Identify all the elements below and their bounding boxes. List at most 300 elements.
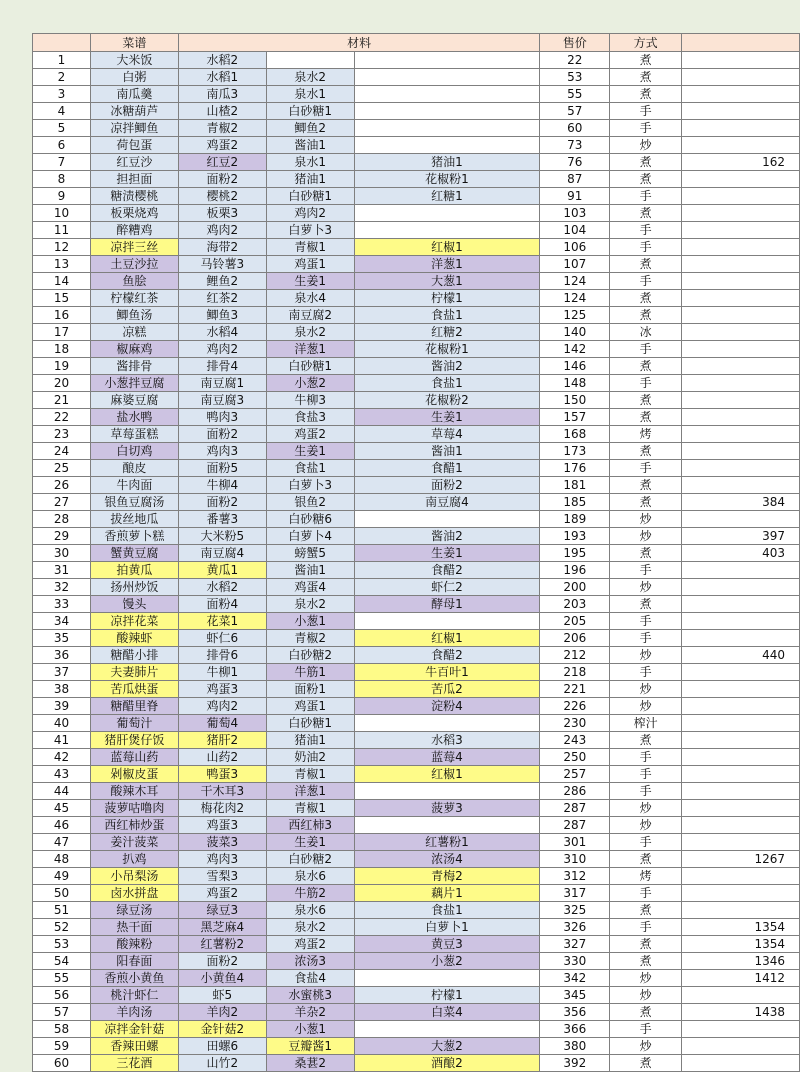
material-2-cell[interactable]: 洋葱1 [266,783,354,800]
row-number-cell[interactable]: 28 [33,511,91,528]
extra-value-cell[interactable]: 1412 [682,970,800,987]
material-3-cell[interactable]: 食醋1 [354,460,540,477]
row-number-cell[interactable]: 45 [33,800,91,817]
material-2-cell[interactable]: 食盐1 [266,460,354,477]
material-1-cell[interactable]: 水稻2 [178,579,266,596]
material-1-cell[interactable]: 山药2 [178,749,266,766]
method-cell[interactable]: 煮 [610,732,682,749]
header-extra[interactable] [682,34,800,52]
extra-value-cell[interactable]: 1267 [682,851,800,868]
price-cell[interactable]: 181 [540,477,610,494]
extra-value-cell[interactable]: 440 [682,647,800,664]
method-cell[interactable]: 烤 [610,868,682,885]
material-3-cell[interactable] [354,137,540,154]
dish-cell[interactable]: 板栗烧鸡 [90,205,178,222]
row-number-cell[interactable]: 5 [33,120,91,137]
method-cell[interactable]: 手 [610,239,682,256]
material-1-cell[interactable]: 鲫鱼3 [178,307,266,324]
material-3-cell[interactable]: 大葱2 [354,1038,540,1055]
material-2-cell[interactable]: 青椒1 [266,239,354,256]
material-2-cell[interactable]: 豆瓣酱1 [266,1038,354,1055]
material-2-cell[interactable]: 洋葱1 [266,341,354,358]
method-cell[interactable]: 煮 [610,1055,682,1072]
material-3-cell[interactable]: 红椒1 [354,239,540,256]
extra-value-cell[interactable] [682,375,800,392]
row-number-cell[interactable]: 46 [33,817,91,834]
extra-value-cell[interactable] [682,579,800,596]
material-1-cell[interactable]: 南瓜3 [178,86,266,103]
dish-cell[interactable]: 白切鸡 [90,443,178,460]
material-3-cell[interactable] [354,205,540,222]
material-1-cell[interactable]: 鲤鱼2 [178,273,266,290]
material-2-cell[interactable]: 青椒2 [266,630,354,647]
material-1-cell[interactable]: 面粉4 [178,596,266,613]
material-1-cell[interactable]: 葡萄4 [178,715,266,732]
material-2-cell[interactable]: 浓汤3 [266,953,354,970]
dish-cell[interactable]: 扬州炒饭 [90,579,178,596]
price-cell[interactable]: 287 [540,800,610,817]
material-1-cell[interactable]: 鸭蛋3 [178,766,266,783]
dish-cell[interactable]: 桃汁虾仁 [90,987,178,1004]
method-cell[interactable]: 煮 [610,256,682,273]
material-2-cell[interactable]: 酱油1 [266,137,354,154]
material-1-cell[interactable]: 山竹2 [178,1055,266,1072]
row-number-cell[interactable]: 17 [33,324,91,341]
dish-cell[interactable]: 菠萝咕噜肉 [90,800,178,817]
price-cell[interactable]: 60 [540,120,610,137]
extra-value-cell[interactable] [682,715,800,732]
dish-cell[interactable]: 卤水拼盘 [90,885,178,902]
method-cell[interactable]: 炒 [610,681,682,698]
method-cell[interactable]: 炒 [610,528,682,545]
material-1-cell[interactable]: 鸡肉3 [178,851,266,868]
material-2-cell[interactable]: 生姜1 [266,834,354,851]
dish-cell[interactable]: 葡萄汁 [90,715,178,732]
material-3-cell[interactable]: 黄豆3 [354,936,540,953]
price-cell[interactable]: 140 [540,324,610,341]
material-3-cell[interactable] [354,715,540,732]
material-1-cell[interactable]: 青椒2 [178,120,266,137]
dish-cell[interactable]: 香辣田螺 [90,1038,178,1055]
price-cell[interactable]: 317 [540,885,610,902]
dish-cell[interactable]: 盐水鸭 [90,409,178,426]
material-1-cell[interactable]: 小黄鱼4 [178,970,266,987]
material-3-cell[interactable] [354,69,540,86]
dish-cell[interactable]: 鱼脍 [90,273,178,290]
price-cell[interactable]: 342 [540,970,610,987]
method-cell[interactable]: 煮 [610,1004,682,1021]
material-3-cell[interactable] [354,783,540,800]
dish-cell[interactable]: 绿豆汤 [90,902,178,919]
material-1-cell[interactable]: 面粉2 [178,171,266,188]
price-cell[interactable]: 356 [540,1004,610,1021]
extra-value-cell[interactable] [682,664,800,681]
dish-cell[interactable]: 担担面 [90,171,178,188]
material-2-cell[interactable]: 白萝卜3 [266,477,354,494]
material-2-cell[interactable]: 泉水2 [266,69,354,86]
dish-cell[interactable]: 草莓蛋糕 [90,426,178,443]
material-2-cell[interactable]: 白砂糖1 [266,188,354,205]
price-cell[interactable]: 104 [540,222,610,239]
price-cell[interactable]: 203 [540,596,610,613]
extra-value-cell[interactable] [682,392,800,409]
material-3-cell[interactable]: 藕片1 [354,885,540,902]
extra-value-cell[interactable] [682,52,800,69]
dish-cell[interactable]: 苦瓜烘蛋 [90,681,178,698]
price-cell[interactable]: 103 [540,205,610,222]
material-2-cell[interactable]: 桑葚2 [266,1055,354,1072]
method-cell[interactable]: 手 [610,222,682,239]
row-number-cell[interactable]: 39 [33,698,91,715]
material-3-cell[interactable]: 面粉2 [354,477,540,494]
row-number-cell[interactable]: 50 [33,885,91,902]
material-3-cell[interactable]: 青梅2 [354,868,540,885]
material-2-cell[interactable]: 猪油1 [266,732,354,749]
row-number-cell[interactable]: 29 [33,528,91,545]
row-number-cell[interactable]: 38 [33,681,91,698]
material-1-cell[interactable]: 牛柳1 [178,664,266,681]
price-cell[interactable]: 212 [540,647,610,664]
material-1-cell[interactable]: 菠菜3 [178,834,266,851]
material-1-cell[interactable]: 马铃薯3 [178,256,266,273]
material-3-cell[interactable]: 花椒粉1 [354,341,540,358]
row-number-cell[interactable]: 15 [33,290,91,307]
extra-value-cell[interactable] [682,409,800,426]
method-cell[interactable]: 手 [610,562,682,579]
dish-cell[interactable]: 酸辣虾 [90,630,178,647]
material-1-cell[interactable]: 牛柳4 [178,477,266,494]
header-dish[interactable]: 菜谱 [90,34,178,52]
material-3-cell[interactable]: 苦瓜2 [354,681,540,698]
material-1-cell[interactable]: 面粉2 [178,494,266,511]
row-number-cell[interactable]: 54 [33,953,91,970]
row-number-cell[interactable]: 6 [33,137,91,154]
material-1-cell[interactable]: 南豆腐3 [178,392,266,409]
row-number-cell[interactable]: 41 [33,732,91,749]
dish-cell[interactable]: 糖醋小排 [90,647,178,664]
price-cell[interactable]: 230 [540,715,610,732]
dish-cell[interactable]: 拍黄瓜 [90,562,178,579]
material-2-cell[interactable]: 青椒1 [266,800,354,817]
material-2-cell[interactable]: 西红柿3 [266,817,354,834]
dish-cell[interactable]: 凉拌花菜 [90,613,178,630]
dish-cell[interactable]: 南瓜羹 [90,86,178,103]
row-number-cell[interactable]: 3 [33,86,91,103]
material-1-cell[interactable]: 羊肉2 [178,1004,266,1021]
method-cell[interactable]: 煮 [610,69,682,86]
dish-cell[interactable]: 蓝莓山药 [90,749,178,766]
material-1-cell[interactable]: 雪梨3 [178,868,266,885]
material-1-cell[interactable]: 鸡蛋3 [178,681,266,698]
method-cell[interactable]: 煮 [610,953,682,970]
material-3-cell[interactable]: 洋葱1 [354,256,540,273]
extra-value-cell[interactable]: 397 [682,528,800,545]
price-cell[interactable]: 392 [540,1055,610,1072]
extra-value-cell[interactable] [682,443,800,460]
material-1-cell[interactable]: 面粉5 [178,460,266,477]
material-2-cell[interactable]: 白砂糖2 [266,647,354,664]
material-3-cell[interactable]: 猪油1 [354,154,540,171]
material-3-cell[interactable]: 食盐1 [354,902,540,919]
material-2-cell[interactable]: 牛柳3 [266,392,354,409]
extra-value-cell[interactable] [682,749,800,766]
price-cell[interactable]: 345 [540,987,610,1004]
material-1-cell[interactable]: 红茶2 [178,290,266,307]
extra-value-cell[interactable] [682,613,800,630]
price-cell[interactable]: 326 [540,919,610,936]
dish-cell[interactable]: 糖醋里脊 [90,698,178,715]
row-number-cell[interactable]: 2 [33,69,91,86]
material-2-cell[interactable]: 食盐3 [266,409,354,426]
price-cell[interactable]: 176 [540,460,610,477]
method-cell[interactable]: 煮 [610,205,682,222]
material-3-cell[interactable] [354,1021,540,1038]
dish-cell[interactable]: 热干面 [90,919,178,936]
extra-value-cell[interactable] [682,137,800,154]
material-3-cell[interactable]: 食醋2 [354,647,540,664]
material-1-cell[interactable]: 猪肝2 [178,732,266,749]
method-cell[interactable]: 煮 [610,290,682,307]
material-2-cell[interactable]: 食盐4 [266,970,354,987]
price-cell[interactable]: 330 [540,953,610,970]
row-number-cell[interactable]: 13 [33,256,91,273]
dish-cell[interactable]: 白粥 [90,69,178,86]
row-number-cell[interactable]: 43 [33,766,91,783]
method-cell[interactable]: 手 [610,273,682,290]
material-1-cell[interactable]: 鸡肉2 [178,698,266,715]
row-number-cell[interactable]: 21 [33,392,91,409]
material-1-cell[interactable]: 排骨4 [178,358,266,375]
row-number-cell[interactable]: 40 [33,715,91,732]
header-price[interactable]: 售价 [540,34,610,52]
method-cell[interactable]: 炒 [610,698,682,715]
material-1-cell[interactable]: 鸡肉2 [178,222,266,239]
row-number-cell[interactable]: 14 [33,273,91,290]
row-number-cell[interactable]: 32 [33,579,91,596]
price-cell[interactable]: 366 [540,1021,610,1038]
material-2-cell[interactable]: 泉水2 [266,596,354,613]
extra-value-cell[interactable] [682,800,800,817]
row-number-cell[interactable]: 48 [33,851,91,868]
extra-value-cell[interactable] [682,86,800,103]
extra-value-cell[interactable] [682,834,800,851]
method-cell[interactable]: 手 [610,630,682,647]
extra-value-cell[interactable]: 1438 [682,1004,800,1021]
material-2-cell[interactable]: 泉水1 [266,154,354,171]
dish-cell[interactable]: 柠檬红茶 [90,290,178,307]
price-cell[interactable]: 150 [540,392,610,409]
extra-value-cell[interactable] [682,358,800,375]
price-cell[interactable]: 287 [540,817,610,834]
row-number-cell[interactable]: 23 [33,426,91,443]
material-3-cell[interactable]: 红椒1 [354,766,540,783]
material-1-cell[interactable]: 鸡肉2 [178,341,266,358]
material-2-cell[interactable]: 白砂糖1 [266,358,354,375]
method-cell[interactable]: 煮 [610,545,682,562]
extra-value-cell[interactable] [682,188,800,205]
extra-value-cell[interactable] [682,307,800,324]
extra-value-cell[interactable] [682,562,800,579]
method-cell[interactable]: 煮 [610,902,682,919]
dish-cell[interactable]: 小葱拌豆腐 [90,375,178,392]
dish-cell[interactable]: 牛肉面 [90,477,178,494]
material-1-cell[interactable]: 绿豆3 [178,902,266,919]
extra-value-cell[interactable] [682,511,800,528]
method-cell[interactable]: 煮 [610,409,682,426]
material-1-cell[interactable]: 红豆2 [178,154,266,171]
material-2-cell[interactable]: 小葱1 [266,1021,354,1038]
material-1-cell[interactable]: 鸭肉3 [178,409,266,426]
method-cell[interactable]: 煮 [610,358,682,375]
row-number-cell[interactable]: 27 [33,494,91,511]
material-1-cell[interactable]: 水稻4 [178,324,266,341]
price-cell[interactable]: 91 [540,188,610,205]
material-2-cell[interactable]: 南豆腐2 [266,307,354,324]
method-cell[interactable]: 煮 [610,154,682,171]
row-number-cell[interactable]: 56 [33,987,91,1004]
price-cell[interactable]: 221 [540,681,610,698]
extra-value-cell[interactable] [682,69,800,86]
row-number-cell[interactable]: 58 [33,1021,91,1038]
dish-cell[interactable]: 醉糟鸡 [90,222,178,239]
row-number-cell[interactable]: 25 [33,460,91,477]
price-cell[interactable]: 312 [540,868,610,885]
material-1-cell[interactable]: 南豆腐4 [178,545,266,562]
row-number-cell[interactable]: 7 [33,154,91,171]
material-2-cell[interactable]: 小葱2 [266,375,354,392]
extra-value-cell[interactable]: 1346 [682,953,800,970]
material-3-cell[interactable]: 生姜1 [354,545,540,562]
material-2-cell[interactable]: 牛筋1 [266,664,354,681]
extra-value-cell[interactable] [682,681,800,698]
price-cell[interactable]: 124 [540,290,610,307]
dish-cell[interactable]: 大米饭 [90,52,178,69]
material-3-cell[interactable]: 白萝卜1 [354,919,540,936]
dish-cell[interactable]: 剁椒皮蛋 [90,766,178,783]
material-3-cell[interactable]: 红薯粉1 [354,834,540,851]
material-2-cell[interactable]: 小葱1 [266,613,354,630]
price-cell[interactable]: 205 [540,613,610,630]
material-3-cell[interactable]: 酒酿2 [354,1055,540,1072]
dish-cell[interactable]: 三花酒 [90,1055,178,1072]
price-cell[interactable]: 142 [540,341,610,358]
method-cell[interactable]: 手 [610,188,682,205]
material-2-cell[interactable]: 鸡蛋4 [266,579,354,596]
material-1-cell[interactable]: 花菜1 [178,613,266,630]
material-1-cell[interactable]: 水稻2 [178,52,266,69]
price-cell[interactable]: 87 [540,171,610,188]
method-cell[interactable]: 手 [610,341,682,358]
dish-cell[interactable]: 凉拌鲫鱼 [90,120,178,137]
material-3-cell[interactable] [354,970,540,987]
header-materials[interactable]: 材料 [178,34,539,52]
extra-value-cell[interactable] [682,902,800,919]
method-cell[interactable]: 煮 [610,171,682,188]
material-1-cell[interactable]: 南豆腐1 [178,375,266,392]
price-cell[interactable]: 243 [540,732,610,749]
dish-cell[interactable]: 香煎小黄鱼 [90,970,178,987]
material-2-cell[interactable]: 鸡蛋1 [266,256,354,273]
material-3-cell[interactable]: 花椒粉2 [354,392,540,409]
material-3-cell[interactable]: 柠檬1 [354,987,540,1004]
method-cell[interactable]: 煮 [610,307,682,324]
material-2-cell[interactable]: 鲫鱼2 [266,120,354,137]
row-number-cell[interactable]: 9 [33,188,91,205]
price-cell[interactable]: 168 [540,426,610,443]
material-2-cell[interactable]: 泉水6 [266,868,354,885]
material-2-cell[interactable]: 鸡蛋2 [266,936,354,953]
dish-cell[interactable]: 红豆沙 [90,154,178,171]
method-cell[interactable]: 炒 [610,817,682,834]
dish-cell[interactable]: 糖渍樱桃 [90,188,178,205]
material-2-cell[interactable]: 羊杂2 [266,1004,354,1021]
row-number-cell[interactable]: 18 [33,341,91,358]
material-2-cell[interactable]: 白砂糖6 [266,511,354,528]
material-2-cell[interactable]: 泉水6 [266,902,354,919]
price-cell[interactable]: 125 [540,307,610,324]
extra-value-cell[interactable]: 384 [682,494,800,511]
dish-cell[interactable]: 酸辣粉 [90,936,178,953]
method-cell[interactable]: 炒 [610,1038,682,1055]
material-3-cell[interactable] [354,511,540,528]
method-cell[interactable]: 煮 [610,392,682,409]
price-cell[interactable]: 301 [540,834,610,851]
price-cell[interactable]: 173 [540,443,610,460]
material-2-cell[interactable]: 银鱼2 [266,494,354,511]
dish-cell[interactable]: 凉拌三丝 [90,239,178,256]
method-cell[interactable]: 烤 [610,426,682,443]
method-cell[interactable]: 煮 [610,851,682,868]
material-1-cell[interactable]: 红薯粉2 [178,936,266,953]
price-cell[interactable]: 146 [540,358,610,375]
row-number-cell[interactable]: 55 [33,970,91,987]
row-number-cell[interactable]: 26 [33,477,91,494]
material-3-cell[interactable]: 虾仁2 [354,579,540,596]
dish-cell[interactable]: 扒鸡 [90,851,178,868]
material-2-cell[interactable]: 猪油1 [266,171,354,188]
material-3-cell[interactable]: 蓝莓4 [354,749,540,766]
extra-value-cell[interactable] [682,1021,800,1038]
material-2-cell[interactable]: 生姜1 [266,273,354,290]
method-cell[interactable]: 手 [610,103,682,120]
row-number-cell[interactable]: 37 [33,664,91,681]
material-3-cell[interactable]: 红糖2 [354,324,540,341]
material-2-cell[interactable] [266,52,354,69]
extra-value-cell[interactable]: 1354 [682,936,800,953]
row-number-cell[interactable]: 22 [33,409,91,426]
material-2-cell[interactable]: 白萝卜4 [266,528,354,545]
row-number-cell[interactable]: 31 [33,562,91,579]
row-number-cell[interactable]: 34 [33,613,91,630]
extra-value-cell[interactable] [682,630,800,647]
material-3-cell[interactable] [354,120,540,137]
price-cell[interactable]: 250 [540,749,610,766]
row-number-cell[interactable]: 52 [33,919,91,936]
extra-value-cell[interactable] [682,766,800,783]
price-cell[interactable]: 196 [540,562,610,579]
material-2-cell[interactable]: 泉水2 [266,324,354,341]
material-1-cell[interactable]: 金针菇2 [178,1021,266,1038]
material-3-cell[interactable]: 食醋2 [354,562,540,579]
dish-cell[interactable]: 拔丝地瓜 [90,511,178,528]
material-3-cell[interactable] [354,86,540,103]
extra-value-cell[interactable]: 162 [682,154,800,171]
price-cell[interactable]: 310 [540,851,610,868]
method-cell[interactable]: 煮 [610,936,682,953]
dish-cell[interactable]: 小吊梨汤 [90,868,178,885]
extra-value-cell[interactable] [682,477,800,494]
row-number-cell[interactable]: 51 [33,902,91,919]
